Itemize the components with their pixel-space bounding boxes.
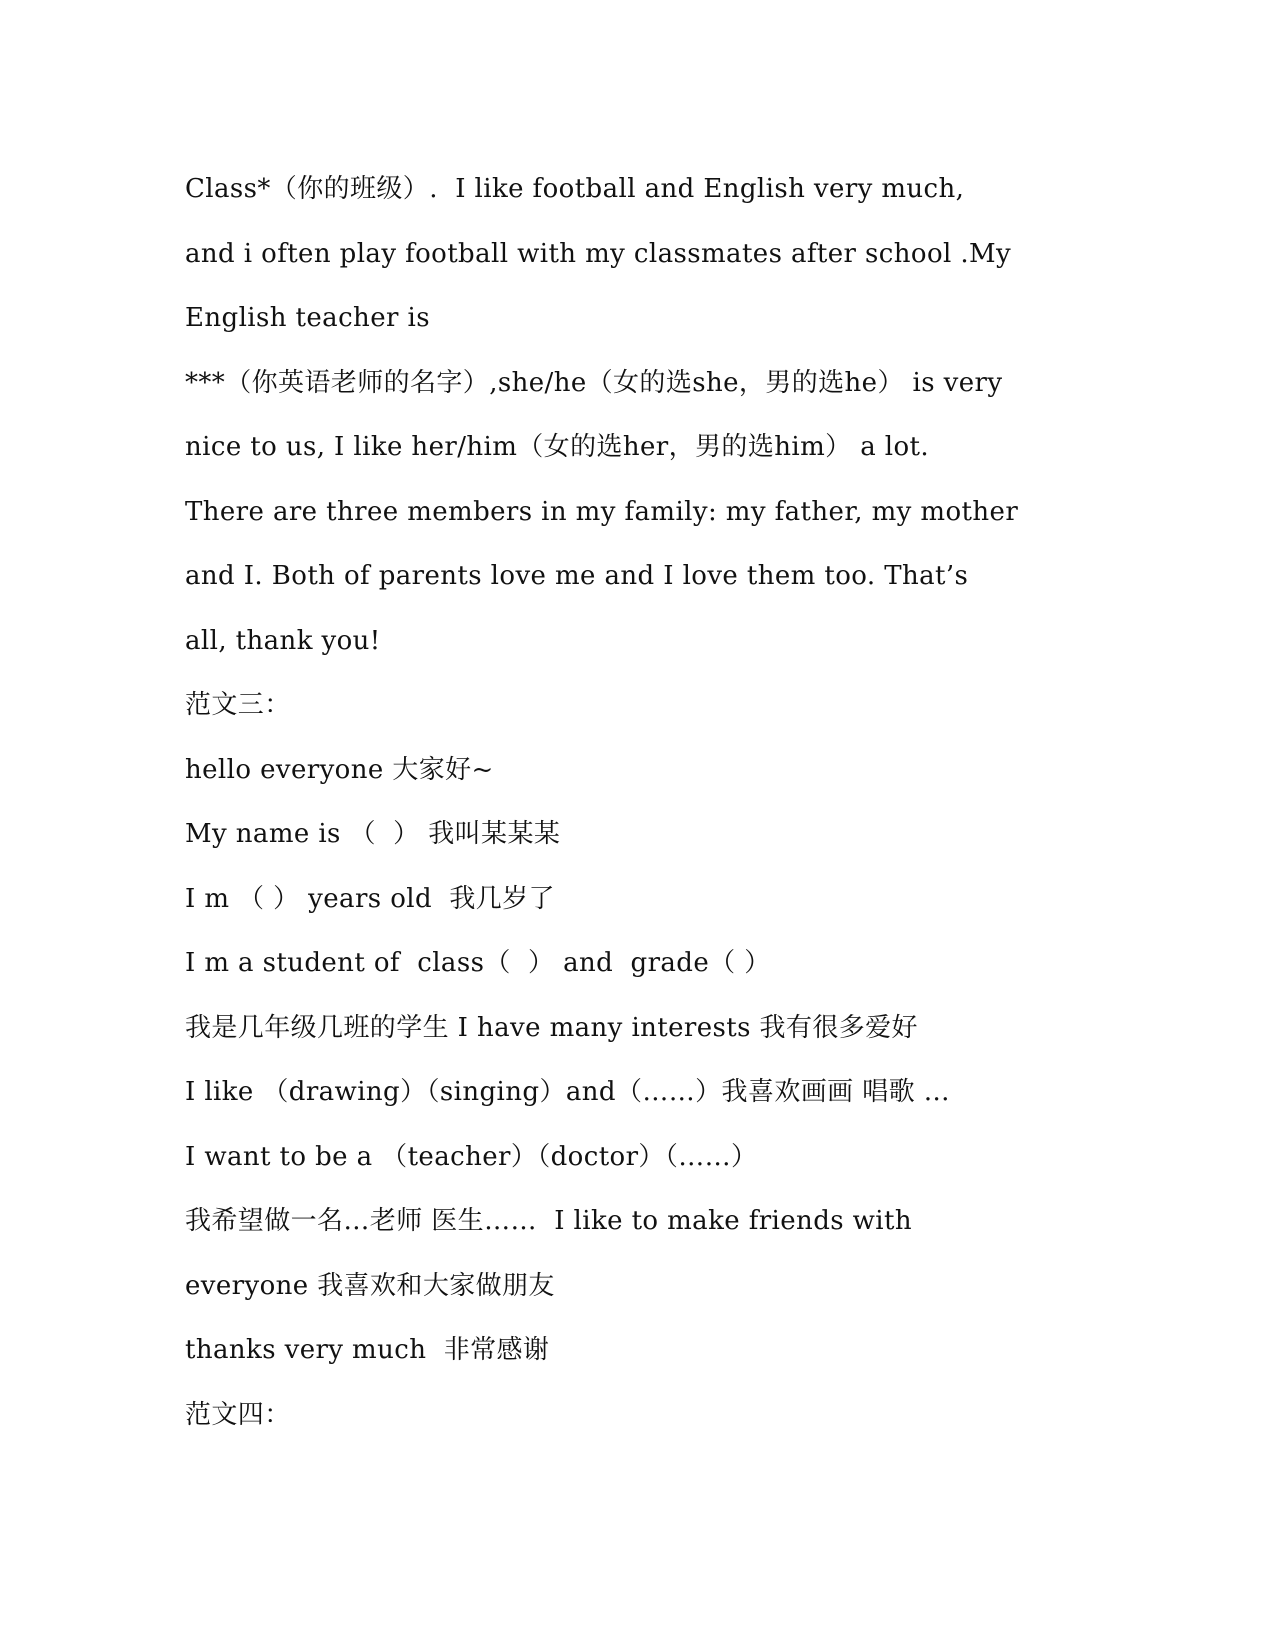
text-line: and I. Both of parents love me and I love them too. That’s (185, 561, 969, 591)
text-line: and i often play football with my classmates after school .My (185, 238, 1012, 269)
text-line: There are three members in my family: my father, my mother (185, 496, 1019, 527)
text-line: 我是几年级几班的学生 I have many interests 我有很多爱好 (185, 1012, 918, 1043)
text-line: English teacher is (185, 303, 430, 333)
text-line: Class*（你的班级）. I like football and English very much, (185, 174, 965, 204)
text-line: hello everyone 大家好~ (185, 754, 494, 785)
text-line: I want to be a （teacher）（doctor）（……） (185, 1141, 758, 1172)
text-line: I like （drawing）（singing）and（……）我喜欢画画 唱歌 … (185, 1077, 951, 1107)
text-line: I m （ ） years old 我几岁了 (185, 883, 555, 914)
text-line: everyone 我喜欢和大家做朋友 (185, 1270, 555, 1301)
text-line: 我希望做一名…老师 医生…… I like to make friends with (185, 1206, 913, 1236)
text-line: I m a student of class（ ） and grade（ ） (185, 948, 771, 978)
section-heading: 范文四： (185, 1399, 291, 1430)
document-body (185, 157, 1085, 1447)
text-line: nice to us, I like her/him（女的选her，男的选him） a lot. (185, 432, 930, 462)
text-line: My name is （ ） 我叫某某某 (185, 819, 561, 849)
text-line: thanks very much 非常感谢 (185, 1335, 550, 1365)
section-heading: 范文三： (185, 690, 291, 720)
text-line: all, thank you! (185, 625, 381, 656)
text-line: ***（你英语老师的名字）,she/he（女的选she，男的选he） is very (185, 367, 1003, 398)
